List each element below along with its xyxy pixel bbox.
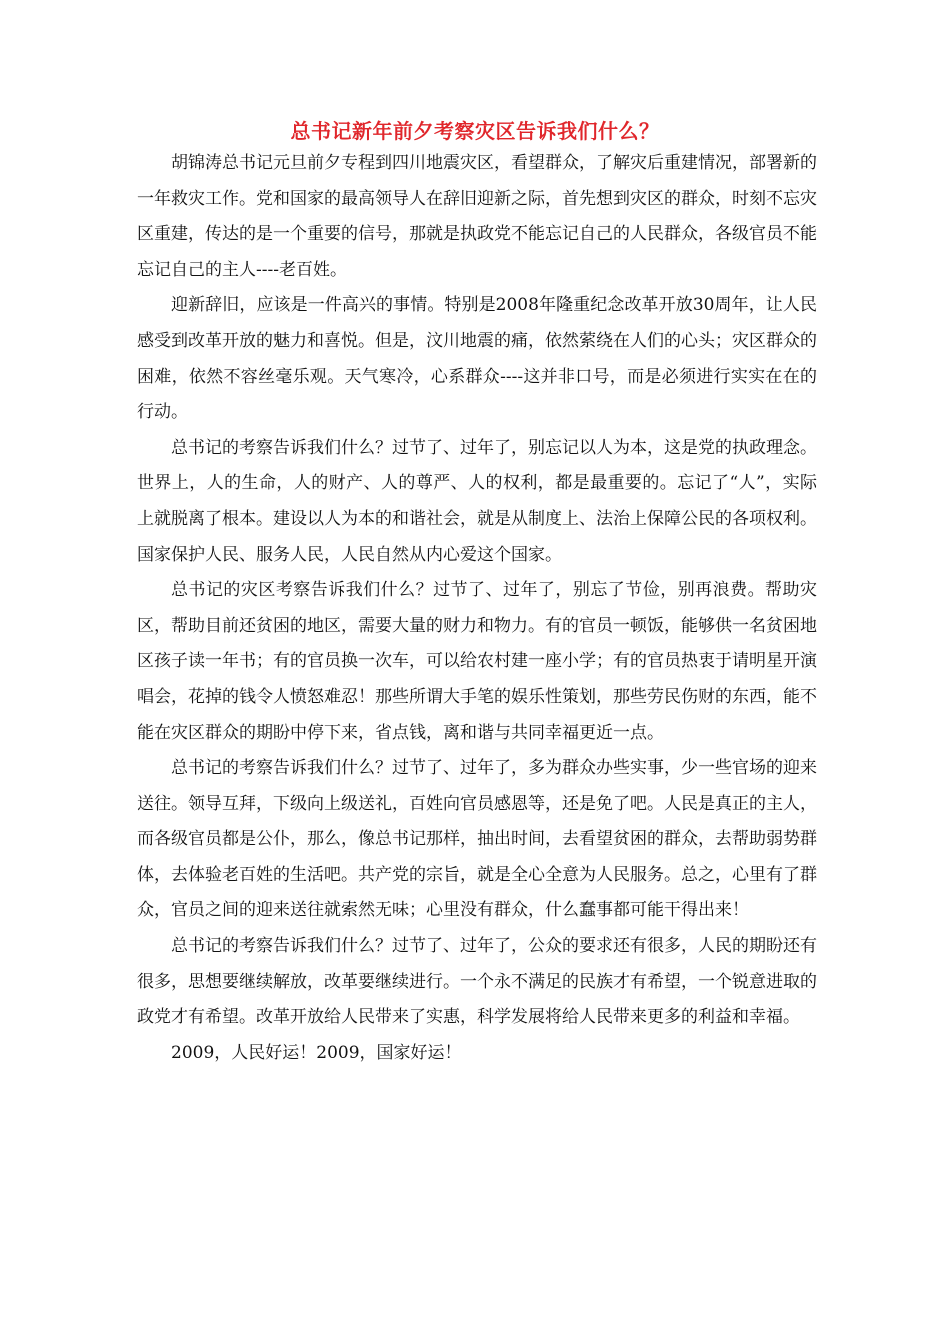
paragraph-6: 总书记的考察告诉我们什么？过节了、过年了，公众的要求还有很多，人民的期盼还有很多，思想要继续解放，改革要继续进行。一个永不满足的民族才有希望，一个锐意进取的政党才有希望。改革开放给人民带来了实惠，科学发展将给人民带来更多的利益和幸福。 xyxy=(137,936,817,1028)
paragraph-2: 迎新辞旧，应该是一件高兴的事情。特别是2008年隆重纪念改革开放30周年，让人民感受到改革开放的魅力和喜悦。但是，汶川地震的痛，依然萦绕在人们的心头；灾区群众的困难，依然不容丝毫乐观。天气寒冷，心系群众----这并非口号，而是必须进行实实在在的行动。 xyxy=(137,295,817,423)
paragraph-3: 总书记的考察告诉我们什么？过节了、过年了，别忘记以人为本，这是党的执政理念。世界上，人的生命，人的财产、人的尊严、人的权利，都是最重要的。忘记了“人”，实际上就脱离了根本。建设以人为本的和谐社会，就是从制度上、法治上保障公民的各项权利。国家保护人民、服务人民，人民自然从内心爱这个国家。 xyxy=(137,437,817,565)
document-title: 总书记新年前夕考察灾区告诉我们什么？ xyxy=(290,119,660,143)
document-body xyxy=(137,146,817,1071)
paragraph-7: 2009，人民好运！2009，国家好运！ xyxy=(171,1042,462,1063)
paragraph-1: 胡锦涛总书记元旦前夕专程到四川地震灾区，看望群众，了解灾后重建情况，部署新的一年救灾工作。党和国家的最高领导人在辞旧迎新之际，首先想到灾区的群众，时刻不忘灾区重建，传达的是一个重要的信号，那就是执政党不能忘记自己的人民群众，各级官员不能忘记自己的主人----老百姓。 xyxy=(137,153,817,280)
paragraph-5: 总书记的考察告诉我们什么？过节了、过年了，多为群众办些实事，少一些官场的迎来送往。领导互拜，下级向上级送礼，百姓向官员感恩等，还是免了吧。人民是真正的主人，而各级官员都是公仆，那么，像总书记那样，抽出时间，去看望贫困的群众，去帮助弱势群体，去体验老百姓的生活吧。共产党的宗旨，就是全心全意为人民服务。总之，心里有了群众，官员之间的迎来送往就索然无味；心里没有群众，什么蠢事都可能干得出来！ xyxy=(137,758,817,921)
paragraph-4: 总书记的灾区考察告诉我们什么？过节了、过年了，别忘了节俭，别再浪费。帮助灾区，帮助目前还贫困的地区，需要大量的财力和物力。有的官员一顿饭，能够供一名贫困地区孩子读一年书；有的官员换一次车，可以给农村建一座小学；有的官员热衷于请明星开演唱会，花掉的钱令人愤怒难忍！那些所谓大手笔的娱乐性策划，那些劳民伤财的东西，能不能在灾区群众的期盼中停下来，省点钱，离和谐与共同幸福更近一点。 xyxy=(137,580,817,743)
